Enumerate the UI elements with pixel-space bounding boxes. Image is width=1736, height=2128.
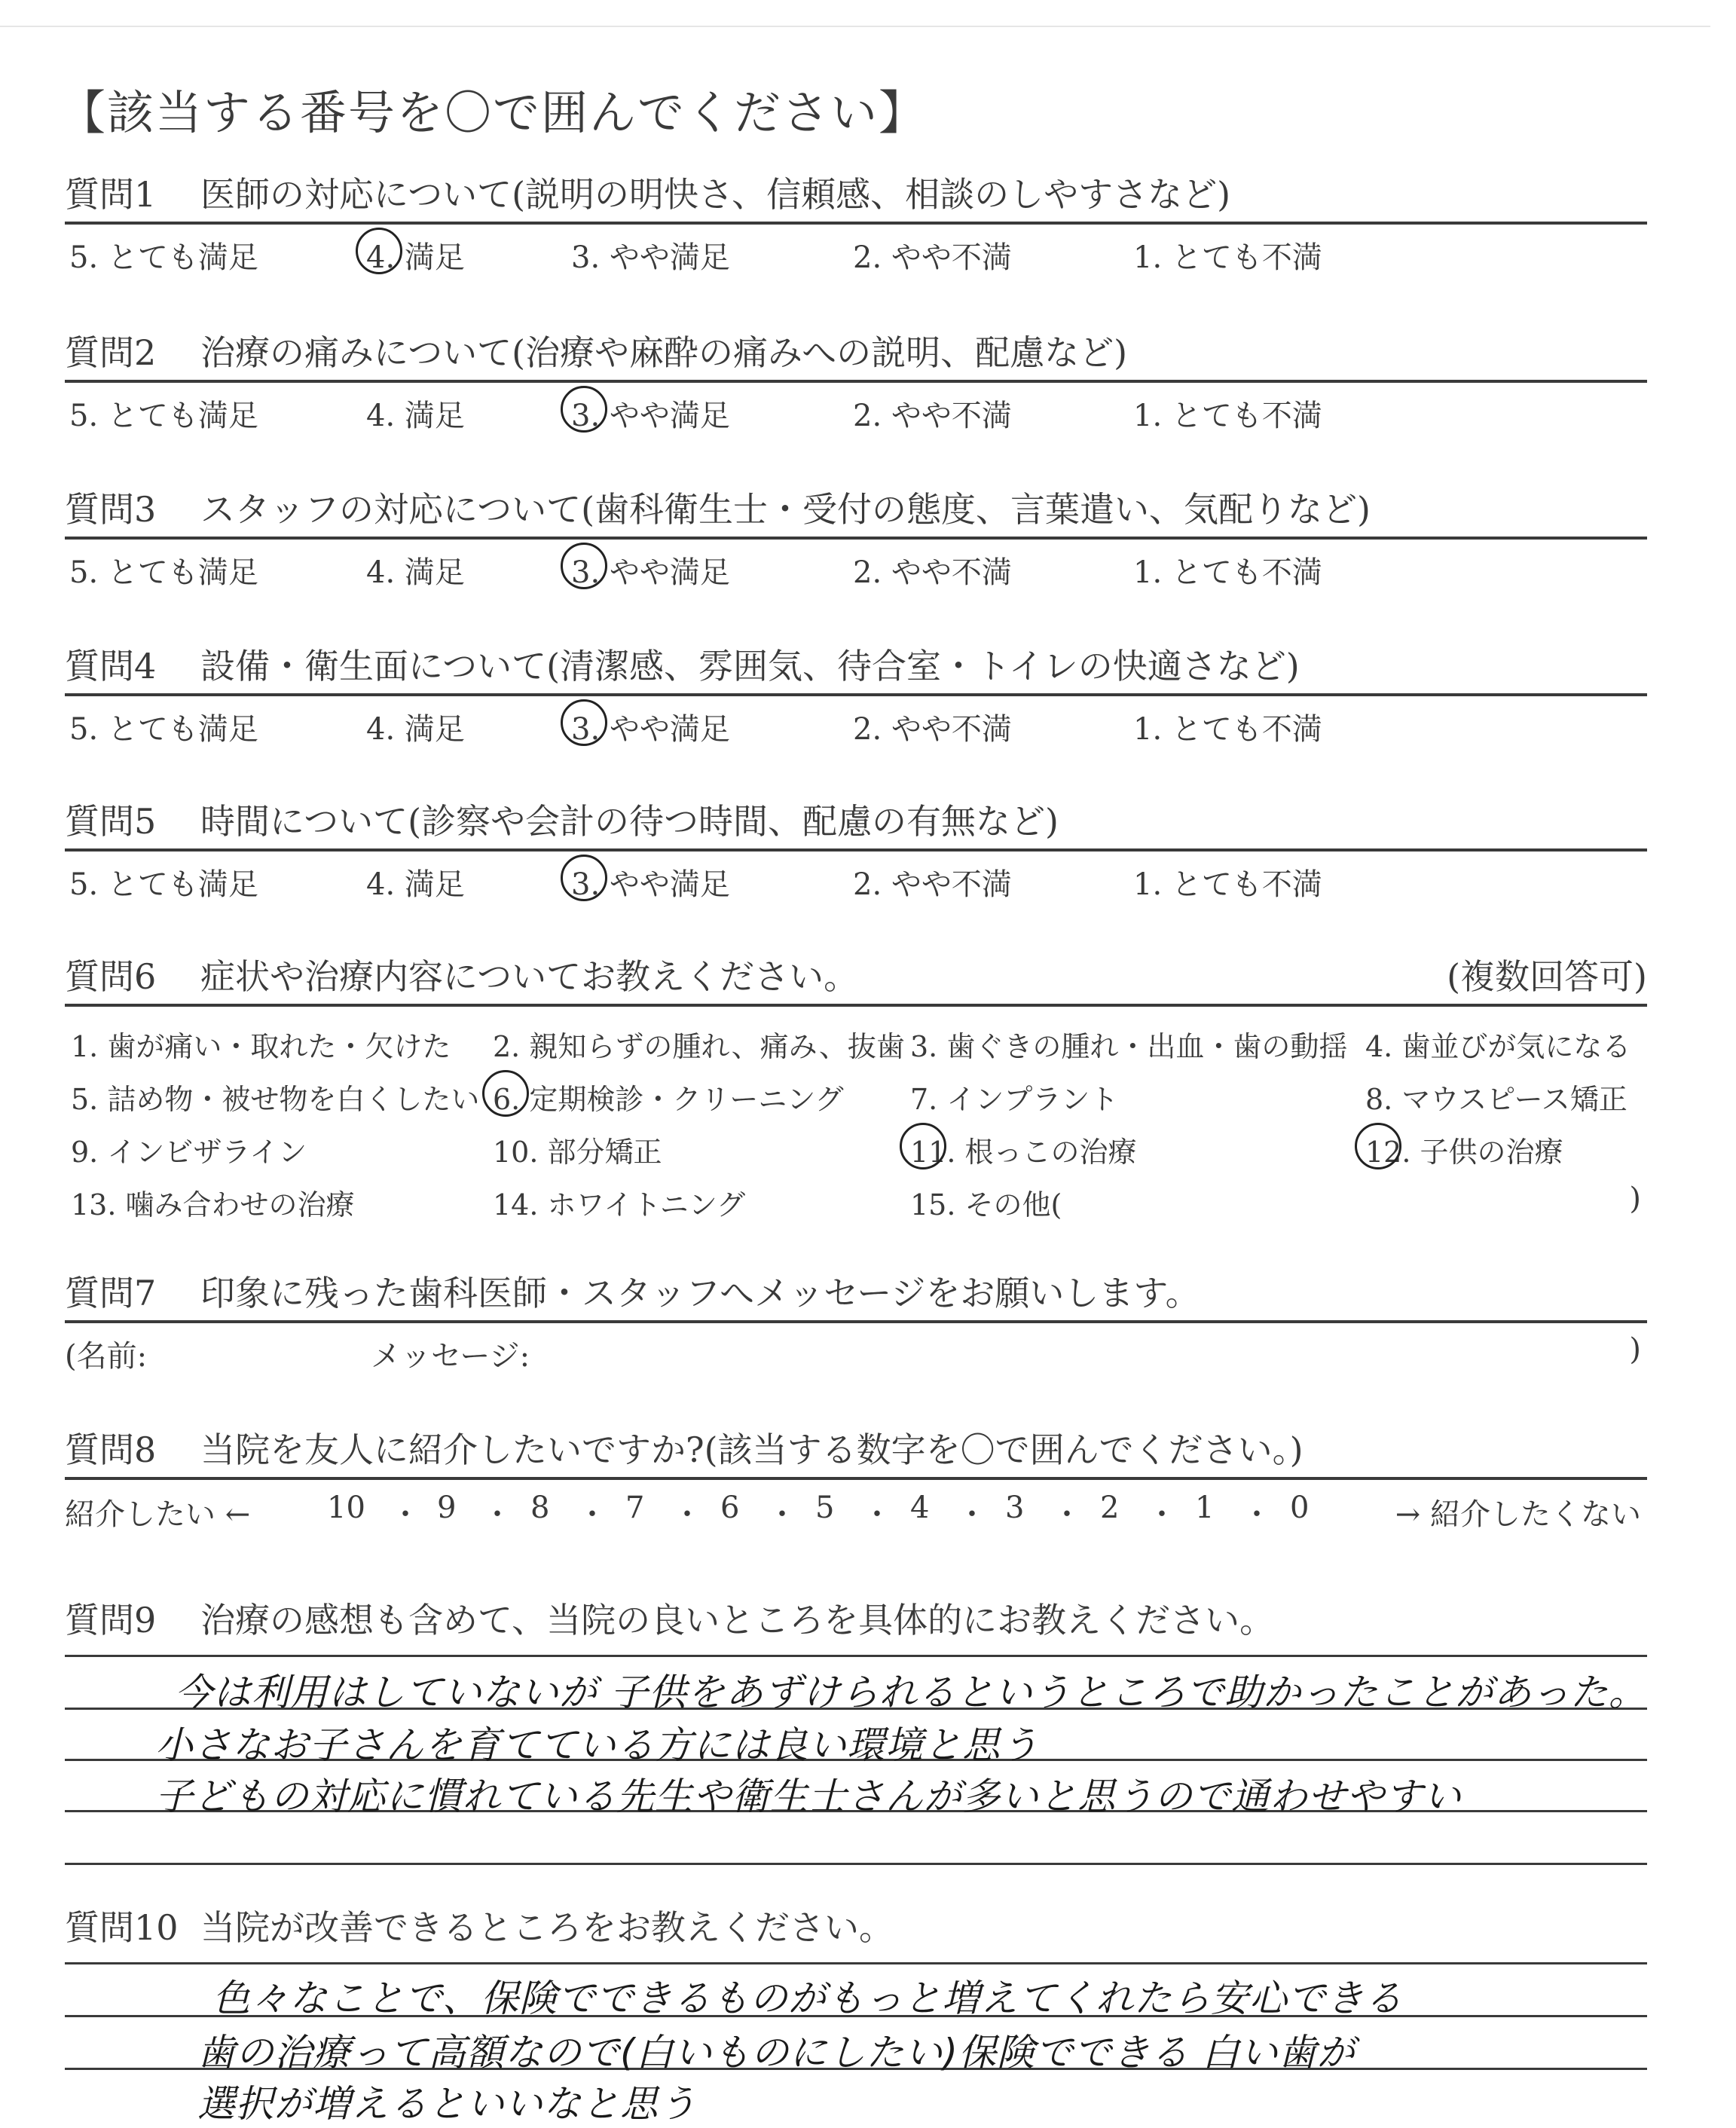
question-text: 医師の対応について(説明の明快さ、信頼感、相談のしやすさなど) bbox=[200, 174, 1231, 215]
scale-dot: ・ bbox=[1147, 1497, 1177, 1532]
question-8 bbox=[65, 1427, 1647, 1533]
option-2[interactable]: 2. やや不満 bbox=[853, 867, 1012, 902]
scale-dot: ・ bbox=[390, 1497, 420, 1532]
page-title: 【該当する番号を〇で囲んでください】 bbox=[59, 85, 928, 140]
scale-dot: ・ bbox=[577, 1497, 607, 1532]
question-text: 印象に残った歯科医師・スタッフへメッセージをお願いします。 bbox=[200, 1273, 1200, 1313]
scale-5[interactable]: 5 bbox=[815, 1491, 835, 1525]
symptom-option-15[interactable]: 15. その他( bbox=[910, 1188, 1062, 1221]
question-text: 当院が改善できるところをお教えください。 bbox=[200, 1907, 894, 1948]
scale-dot: ・ bbox=[1052, 1497, 1082, 1532]
rating-options bbox=[65, 696, 1647, 749]
question-text: 設備・衛生面について(清潔感、雰囲気、待合室・トイレの快適さなど) bbox=[200, 646, 1300, 686]
symptom-option-1[interactable]: 1. 歯が痛い・取れた・欠けた bbox=[71, 1030, 451, 1063]
option-2[interactable]: 2. やや不満 bbox=[853, 399, 1012, 433]
question-label: 質問2 bbox=[65, 332, 157, 373]
question-label: 質問7 bbox=[65, 1273, 157, 1313]
question-header bbox=[65, 1270, 1647, 1323]
question-label: 質問4 bbox=[65, 646, 157, 686]
option-5[interactable]: 5. とても満足 bbox=[69, 712, 258, 747]
symptom-option-7[interactable]: 7. インプラント bbox=[910, 1083, 1119, 1116]
symptom-option-11-selected[interactable]: 11. 根っこの治療 bbox=[910, 1129, 1137, 1170]
question-7 bbox=[65, 1270, 1647, 1376]
other-close-paren: ) bbox=[1629, 1182, 1641, 1216]
question-2 bbox=[65, 330, 1647, 436]
scale-6[interactable]: 6 bbox=[720, 1491, 740, 1525]
option-3-selected[interactable]: 3. やや満足 bbox=[571, 705, 730, 748]
scale-dot: ・ bbox=[672, 1497, 702, 1532]
question-5 bbox=[65, 799, 1647, 904]
option-3-selected[interactable]: 3. やや満足 bbox=[571, 392, 730, 435]
question-label: 質問9 bbox=[65, 1600, 157, 1640]
question-label: 質問1 bbox=[65, 174, 157, 215]
question-text: 時間について(診察や会計の待つ時間、配慮の有無など) bbox=[200, 801, 1059, 842]
option-3-selected[interactable]: 3. やや満足 bbox=[571, 861, 730, 903]
question-4 bbox=[65, 644, 1647, 749]
symptom-option-9[interactable]: 9. インビザライン bbox=[71, 1136, 307, 1169]
question-1 bbox=[65, 172, 1647, 277]
option-1[interactable]: 1. とても不満 bbox=[1133, 399, 1322, 433]
symptom-option-8[interactable]: 8. マウスピース矯正 bbox=[1365, 1083, 1628, 1116]
option-5[interactable]: 5. とても満足 bbox=[69, 555, 258, 590]
question-header bbox=[65, 487, 1647, 540]
question-label: 質問3 bbox=[65, 489, 157, 530]
symptom-option-3[interactable]: 3. 歯ぐきの腫れ・出血・歯の動揺 bbox=[910, 1030, 1348, 1063]
question-header bbox=[65, 954, 1647, 1007]
question-text: 治療の感想も含めて、当院の良いところを具体的にお教えください。 bbox=[200, 1600, 1275, 1640]
answer-rule bbox=[65, 1655, 1647, 1657]
question-header bbox=[65, 1905, 1647, 1955]
option-3-selected[interactable]: 3. やや満足 bbox=[571, 549, 730, 592]
symptom-options bbox=[65, 1007, 1647, 1225]
option-4[interactable]: 4. 満足 bbox=[366, 555, 465, 590]
option-5[interactable]: 5. とても満足 bbox=[69, 399, 258, 433]
symptom-option-14[interactable]: 14. ホワイトニング bbox=[493, 1188, 746, 1221]
rating-options bbox=[65, 540, 1647, 592]
option-4[interactable]: 4. 満足 bbox=[366, 399, 465, 433]
option-4[interactable]: 4. 満足 bbox=[366, 867, 465, 902]
question-6 bbox=[65, 954, 1647, 1225]
message-label[interactable]: メッセージ: bbox=[371, 1339, 530, 1374]
scale-10[interactable]: 10 bbox=[327, 1491, 365, 1525]
symptom-option-6-selected[interactable]: 6. 定期検診・クリーニング bbox=[493, 1076, 844, 1118]
question-header bbox=[65, 172, 1647, 225]
option-1[interactable]: 1. とても不満 bbox=[1133, 240, 1322, 275]
question-9 bbox=[65, 1598, 1647, 1818]
symptom-option-5[interactable]: 5. 詰め物・被せ物を白くしたい bbox=[71, 1083, 480, 1116]
scale-dot: ・ bbox=[482, 1497, 512, 1532]
question-label: 質問10 bbox=[65, 1907, 179, 1948]
option-3[interactable]: 3. やや満足 bbox=[571, 240, 730, 275]
scale-right-label: → 紹介したくない bbox=[1395, 1497, 1641, 1532]
question-10 bbox=[65, 1905, 1647, 2126]
question-header bbox=[65, 1598, 1647, 1647]
scale-dot: ・ bbox=[957, 1497, 987, 1532]
question-text: 当院を友人に紹介したいですか?(該当する数字を〇で囲んでください。) bbox=[200, 1429, 1304, 1470]
scale-0[interactable]: 0 bbox=[1290, 1491, 1310, 1525]
scale-dot: ・ bbox=[767, 1497, 797, 1532]
option-1[interactable]: 1. とても不満 bbox=[1133, 712, 1322, 747]
scale-3[interactable]: 3 bbox=[1005, 1491, 1025, 1525]
answer-rule bbox=[65, 1863, 1647, 1865]
option-1[interactable]: 1. とても不満 bbox=[1133, 867, 1322, 902]
symptom-option-10[interactable]: 10. 部分矯正 bbox=[493, 1136, 662, 1169]
scan-top-edge bbox=[0, 26, 1710, 27]
option-4[interactable]: 4. 満足 bbox=[366, 712, 465, 747]
question-header bbox=[65, 330, 1647, 383]
name-label: (名前: bbox=[65, 1339, 148, 1374]
symptom-option-4[interactable]: 4. 歯並びが気になる bbox=[1365, 1030, 1631, 1063]
recommend-scale bbox=[65, 1480, 1647, 1533]
scale-4[interactable]: 4 bbox=[910, 1491, 930, 1525]
message-row bbox=[65, 1323, 1647, 1376]
scale-left-label: 紹介したい ← bbox=[65, 1497, 251, 1532]
handwritten-answer-line: 歯の治療って高額なので(白いものにしたい)保険でできる 白い歯が bbox=[197, 2031, 1355, 2074]
scale-9[interactable]: 9 bbox=[437, 1491, 457, 1525]
question-header bbox=[65, 644, 1647, 696]
question-text: 症状や治療内容についてお教えください。 bbox=[200, 956, 859, 997]
message-close-paren: ) bbox=[1629, 1332, 1641, 1367]
symptom-option-13[interactable]: 13. 噛み合わせの治療 bbox=[71, 1188, 355, 1221]
symptom-option-12-selected[interactable]: 12. 子供の治療 bbox=[1365, 1129, 1563, 1170]
rating-options bbox=[65, 383, 1647, 436]
option-2[interactable]: 2. やや不満 bbox=[853, 712, 1012, 747]
question-label: 質問6 bbox=[65, 956, 157, 997]
handwritten-answer-line: 色々なことで、保険でできるものがもっと増えてくれたら安心できる bbox=[212, 1977, 1403, 2020]
rating-options bbox=[65, 225, 1647, 277]
scale-dot: ・ bbox=[862, 1497, 892, 1532]
question-text: 治療の痛みについて(治療や麻酔の痛みへの説明、配慮など) bbox=[200, 332, 1128, 373]
symptom-option-2[interactable]: 2. 親知らずの腫れ、痛み、抜歯 bbox=[493, 1030, 905, 1063]
question-3 bbox=[65, 487, 1647, 592]
scale-1[interactable]: 1 bbox=[1195, 1491, 1215, 1525]
question-header bbox=[65, 799, 1647, 852]
option-1[interactable]: 1. とても不満 bbox=[1133, 555, 1322, 590]
question-label: 質問8 bbox=[65, 1429, 157, 1470]
question-label: 質問5 bbox=[65, 801, 157, 842]
scale-2[interactable]: 2 bbox=[1100, 1491, 1120, 1525]
scale-7[interactable]: 7 bbox=[625, 1491, 645, 1525]
answer-rule bbox=[65, 1962, 1647, 1964]
option-4-selected[interactable]: 4. 満足 bbox=[366, 234, 465, 277]
scale-dot: ・ bbox=[1242, 1497, 1272, 1532]
option-5[interactable]: 5. とても満足 bbox=[69, 867, 258, 902]
handwritten-answer-line: 今は利用はしていないが 子供をあずけられるというところで助かったことがあった。 bbox=[175, 1671, 1647, 1714]
rating-options bbox=[65, 852, 1647, 904]
option-2[interactable]: 2. やや不満 bbox=[853, 555, 1012, 590]
scale-8[interactable]: 8 bbox=[530, 1491, 550, 1525]
question-text: スタッフの対応について(歯科衛生士・受付の態度、言葉遣い、気配りなど) bbox=[200, 489, 1371, 530]
handwritten-answer-line: 選択が増えるといいなと思う bbox=[197, 2082, 697, 2126]
multiple-answers-note: (複数回答可) bbox=[1447, 956, 1647, 997]
handwritten-answer-line: 子どもの対応に慣れている先生や衛生士さんが多いと思うので通わせやすい bbox=[155, 1775, 1462, 1818]
handwritten-answer-line: 小さなお子さんを育てている方には良い環境と思う bbox=[155, 1723, 1039, 1767]
question-header bbox=[65, 1427, 1647, 1480]
option-2[interactable]: 2. やや不満 bbox=[853, 240, 1012, 275]
option-5[interactable]: 5. とても満足 bbox=[69, 240, 258, 275]
